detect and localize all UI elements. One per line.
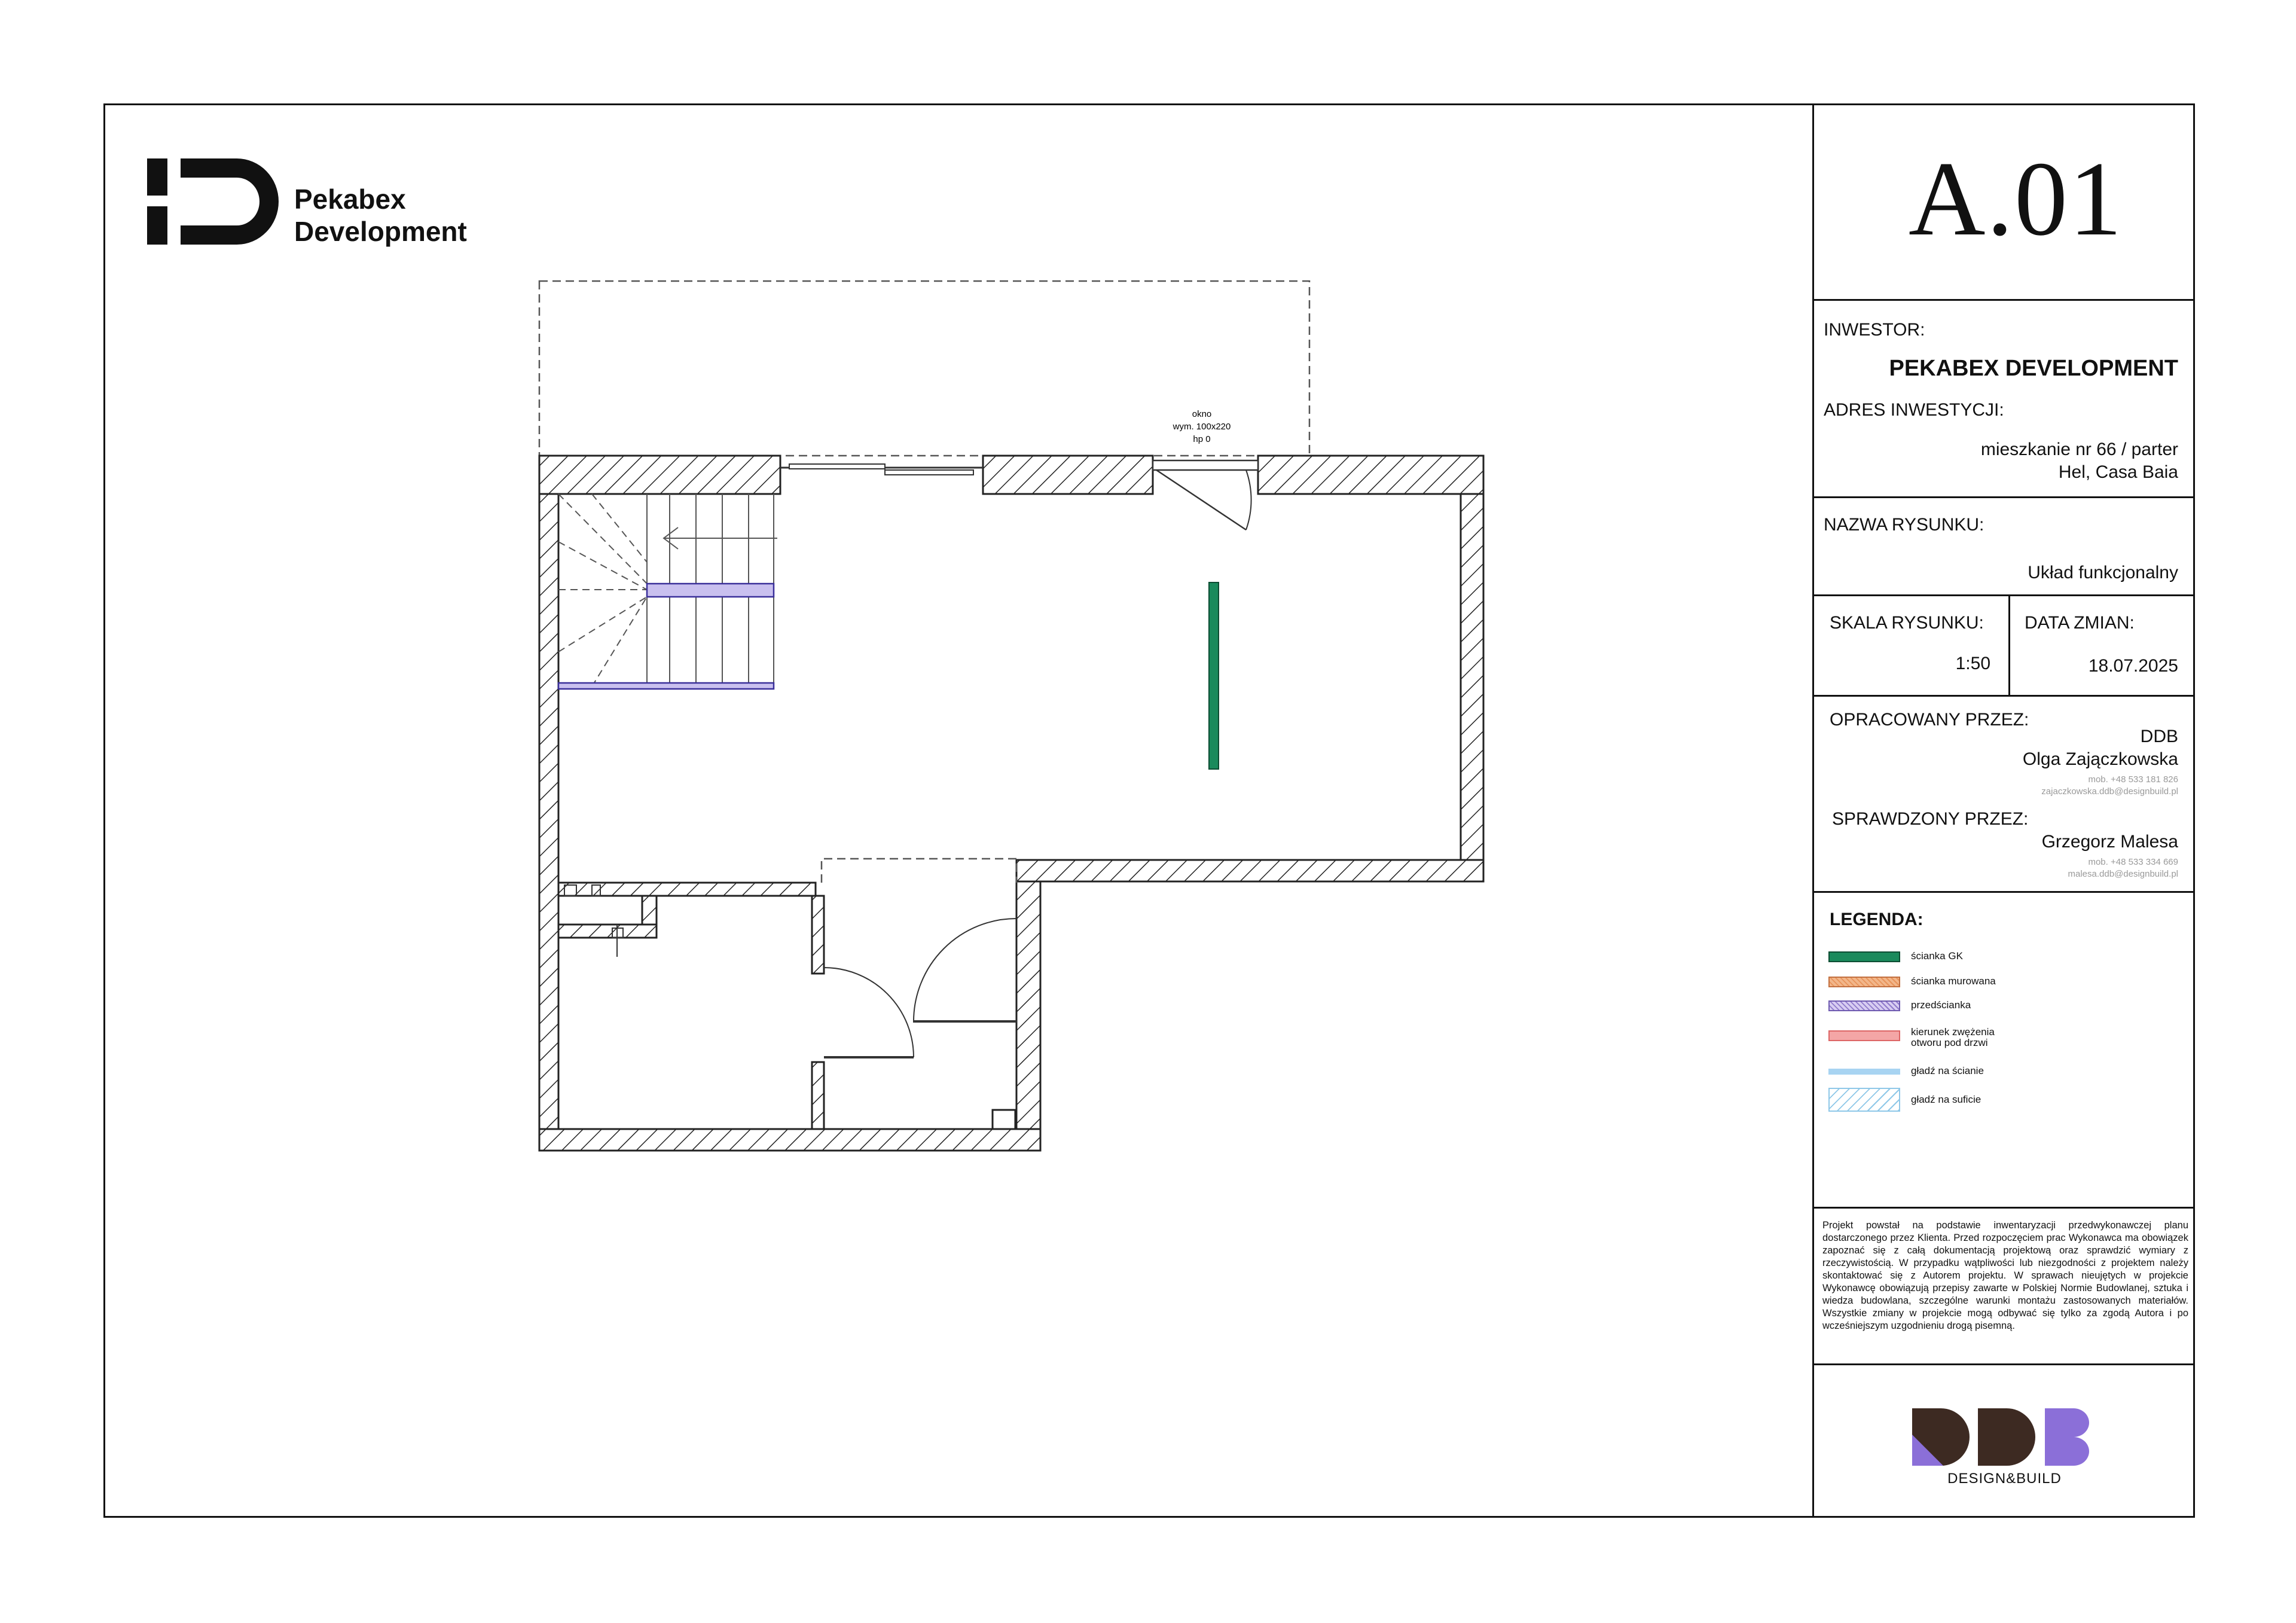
address-line2: Hel, Casa Baia: [2058, 462, 2178, 482]
wall-right: [1461, 494, 1483, 881]
window-note-line1: okno: [1192, 409, 1212, 419]
wall-bottom: [539, 1129, 1040, 1151]
pekabex-logo-line1: Pekabex: [294, 184, 406, 215]
prepared-by-name: Olga Zajączkowska: [2022, 749, 2178, 769]
shaft: [993, 1110, 1015, 1129]
legend-label-door-narrowing: kierunek zwężenia otworu pod drzwi: [1911, 1026, 1995, 1048]
window-note-line3: hp 0: [1193, 434, 1211, 444]
sliding-panel-right: [885, 470, 973, 475]
legend-label-wall-plaster: gładź na ścianie: [1911, 1065, 1984, 1076]
legend-swatch-wall-plaster: [1828, 1069, 1900, 1075]
wall-top-left: [539, 456, 780, 494]
title-block: [1812, 103, 2195, 1518]
window-frame: [1153, 460, 1258, 470]
investor-label: INWESTOR:: [1824, 320, 1925, 340]
legend-swatch-prewall: [1828, 1000, 1900, 1011]
legend-swatch-door-narrowing: [1828, 1030, 1900, 1041]
wall-top-middle: [983, 456, 1153, 494]
wall-main-bottom: [1016, 860, 1483, 881]
pekabex-logo-line2: Development: [294, 216, 467, 247]
legend-label-drywall: ścianka GK: [1911, 950, 1963, 962]
investor-section: [1814, 301, 2195, 498]
legend-label-masonry: ścianka murowana: [1911, 975, 1996, 987]
date-label: DATA ZMIAN:: [2025, 613, 2135, 633]
door-bedroom: [824, 968, 914, 1057]
window-swing: [1246, 470, 1251, 530]
hall-opening: [822, 859, 1016, 883]
scale-cell: [1814, 596, 2010, 695]
stair-prewall-upper: [647, 584, 774, 597]
door-hall: [914, 919, 1016, 1023]
legend-label-prewall: przedścianka: [1911, 999, 1971, 1011]
drywall-gk: [1209, 582, 1219, 769]
investor-value: PEKABEX DEVELOPMENT: [1889, 356, 2178, 381]
prepared-by-company: DDB: [2140, 727, 2178, 746]
legend-swatch-masonry: [1828, 977, 1900, 987]
address-line1: mieszkanie nr 66 / parter: [1980, 440, 2178, 459]
ddb-logo-section: [1814, 1365, 2195, 1516]
scale-value: 1:50: [1955, 654, 1990, 673]
stair-prewall-lower: [558, 683, 774, 689]
disclaimer-text: Projekt powstał na podstawie inwentaryzacji przedwykonawczej planu dostarczonego przez Klienta. Przed rozpoczęciem prac Wykonawca ma obowiązek zapoznać się z całą dokumentacją projektową oraz sprawdzić wymiary z rzeczywistością. W przypadku wątpliwości lub niezgodności z projektem należy skontaktować się z Autorem projektu. W sprawach nieujętych w projekcie Wykonawcę obowiązują przepisy zawarte w Polskiej Normie Budowlanej, sztuka i wiedza budowlana, szczególne warunki montażu zastosowanych materiałów. Wszystkie zmiany w projekcie mogą odbywać się tylko za zgodą Autora i po wcześniejszym uzgodnieniu drogą pisemną.: [1822, 1220, 2188, 1331]
ddb-tagline: DESIGN&BUILD: [1947, 1471, 2062, 1487]
date-cell: [2010, 596, 2195, 695]
drawing-name-label: NAZWA RYSUNKU:: [1824, 515, 1984, 535]
scale-label: SKALA RYSUNKU:: [1830, 613, 1984, 633]
address-label: ADRES INWESTYCJI:: [1824, 400, 2004, 420]
legend-label-ceiling-plaster: gładź na suficie: [1911, 1094, 1981, 1105]
drawing-name-section: [1814, 498, 2195, 596]
wall-niche-bottom: [558, 925, 657, 938]
date-value: 18.07.2025: [2088, 656, 2178, 676]
legend-title: LEGENDA:: [1830, 910, 1923, 929]
wall-lower-right: [1016, 881, 1040, 1129]
checked-by-phone: mob. +48 533 334 669: [2088, 857, 2178, 867]
sliding-panel-left: [789, 464, 885, 469]
authors-section: [1814, 697, 2195, 893]
legend-swatch-drywall: [1828, 951, 1900, 962]
legend-swatch-ceiling-plaster: [1828, 1088, 1900, 1112]
ddb-logo: [1912, 1408, 2103, 1466]
drawing-name-value: Układ funkcjonalny: [2028, 563, 2178, 582]
checked-by-name: Grzegorz Malesa: [2041, 832, 2178, 852]
legend-section: [1814, 893, 2195, 1209]
wall-left: [539, 494, 558, 1151]
prepared-by-email: zajaczkowska.ddb@designbuild.pl: [2041, 786, 2178, 797]
wall-top-right: [1258, 456, 1483, 494]
wall-inner-vertical-lower: [812, 1062, 824, 1129]
prepared-by-phone: mob. +48 533 181 826: [2088, 774, 2178, 785]
sheet-number: A.01: [1908, 139, 2123, 258]
wall-inner-vertical-upper: [812, 896, 824, 974]
sheet-number-section: [1814, 103, 2195, 301]
disclaimer-section: [1814, 1209, 2195, 1365]
scale-date-section: [1814, 596, 2195, 697]
window-note-line2: wym. 100x220: [1173, 422, 1231, 432]
prepared-by-label: OPRACOWANY PRZEZ:: [1830, 710, 2029, 730]
checked-by-email: malesa.ddb@designbuild.pl: [2068, 869, 2178, 879]
checked-by-label: SPRAWDZONY PRZEZ:: [1832, 809, 2029, 829]
window-leaf: [1156, 470, 1246, 530]
